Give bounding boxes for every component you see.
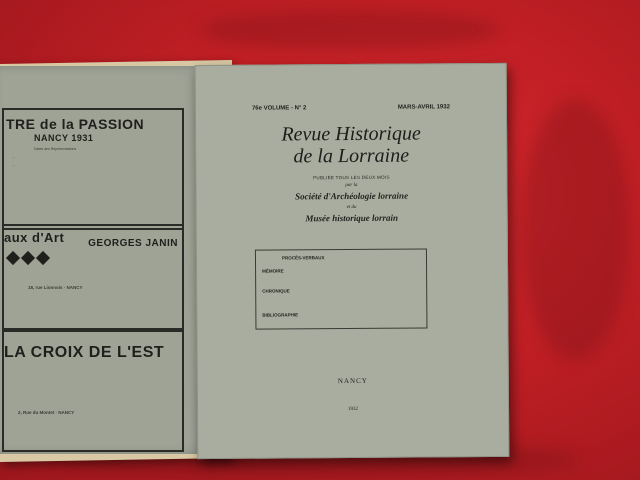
footer-year: 1932 [348, 406, 359, 413]
diamond-icon [36, 251, 50, 265]
croix-ad [2, 328, 184, 452]
cloth-fold-right [520, 100, 630, 360]
passion-ad [2, 108, 184, 230]
janin-ad-header [4, 226, 182, 249]
cover-header [196, 104, 506, 112]
janin-ad-heading-right: GEORGES JANIN [88, 238, 178, 249]
par-la-text: par la [345, 182, 358, 189]
footer-city: NANCY [337, 376, 368, 386]
passion-ad-line-3: ... [12, 163, 15, 167]
contents-proces: PROCÈS-VERBAUX [281, 255, 325, 261]
contents-chronique: CHRONIQUE [262, 288, 290, 294]
passion-ad-subtitle: NANCY 1931 [34, 133, 94, 143]
title-line-2: de la Lorraine [293, 144, 410, 168]
diamond-icon [21, 251, 35, 265]
cover-title [196, 122, 506, 168]
museum-name: Musée historique lorrain [305, 212, 398, 224]
janin-ad-address: 18, rue Lionnois · NANCY [28, 285, 83, 290]
cloth-fold-top [200, 10, 500, 50]
issue-date: MARS-AVRIL 1932 [397, 104, 450, 111]
left-page [0, 66, 206, 454]
front-cover [195, 63, 510, 459]
croix-ad-title: LA CROIX DE L'EST [4, 344, 165, 361]
diamond-icon [6, 251, 20, 265]
passion-ad-line-1: Dates des Représentations [34, 147, 77, 151]
passion-ad-title: TRE de la PASSION [6, 116, 145, 132]
passion-ad-line-2: ... [12, 155, 15, 159]
janin-ad-heading-left: aux d'Art [4, 230, 65, 245]
publication-frequency: PUBLIÉE TOUS LES DEUX MOIS [313, 174, 390, 181]
volume-number: 76e VOLUME - N° 2 [251, 105, 307, 112]
society-name: Société d'Archéologie lorraine [295, 190, 409, 202]
et-du-text: et du [346, 204, 357, 211]
contents-memoire: MÉMOIRE [262, 268, 284, 274]
janin-ad-diamonds [8, 253, 182, 263]
contents-box [255, 248, 428, 329]
croix-ad-footer: 2, Rue du Montet · NANCY [18, 410, 75, 415]
janin-ad [2, 224, 184, 332]
contents-bibliographie: BIBLIOGRAPHIE [262, 312, 299, 318]
title-line-1: Revue Historique [281, 122, 421, 146]
